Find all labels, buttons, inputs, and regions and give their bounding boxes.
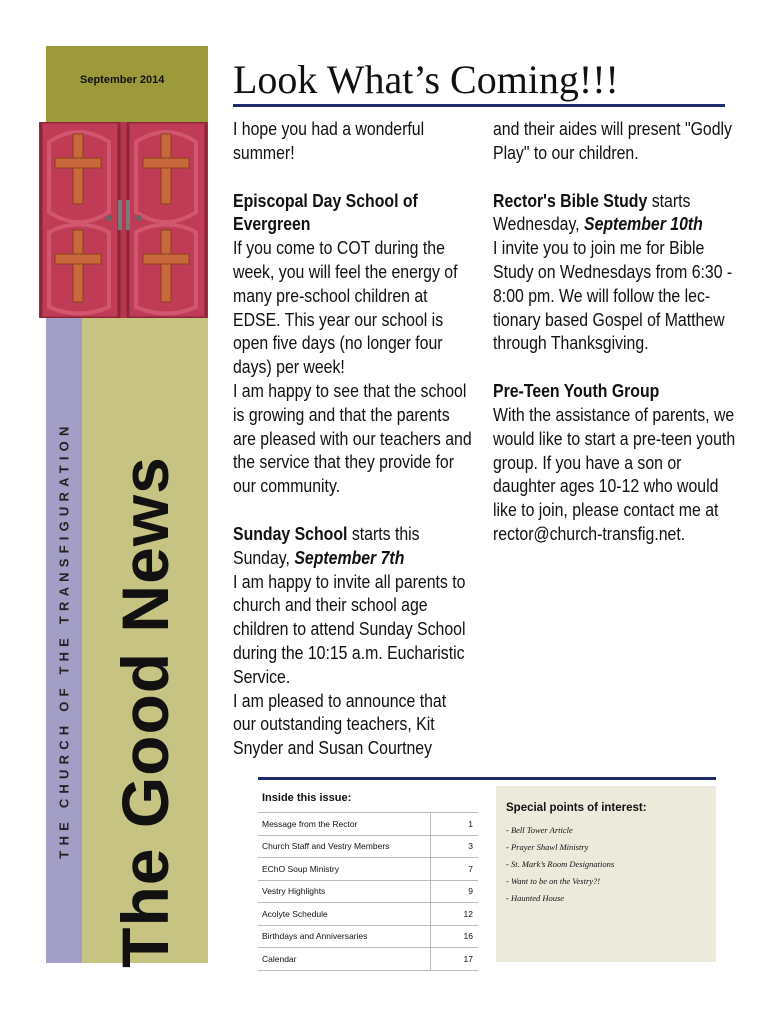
toc-page: 3 — [430, 836, 478, 858]
toc-row — [258, 881, 478, 904]
toc-page: 16 — [430, 926, 478, 948]
special-points-box — [496, 786, 716, 962]
bible-study-body: I invite you to join me for Bible Study on Wednesdays from 6:30 - 8:00 pm. We will follow the lec-tionary based Gospel of Matthew through Thanksgiving. — [493, 238, 733, 354]
godly-play-paragraph: and their aides will present "Godly Play" to our children. — [493, 119, 732, 163]
sunday-school-starts: starts this Sunday, — [233, 523, 420, 568]
youth-group-heading: Pre-Teen Youth Group — [493, 381, 660, 402]
list-item: - Prayer Shawl Ministry — [506, 842, 589, 852]
inside-issue-title: Inside this issue: — [262, 792, 352, 804]
toc-row — [258, 836, 478, 859]
toc-row — [258, 948, 478, 971]
sunday-school-date: September 7th — [294, 547, 405, 568]
table-of-contents — [258, 812, 478, 971]
toc-row — [258, 858, 478, 881]
edse-heading: Episcopal Day School of Evergreen — [233, 190, 418, 235]
edse-body-2: I am happy to see that the school is growing and that the parents are pleased with our teachers and the service that they provide for our community. — [233, 380, 472, 497]
bible-study-date: September 10th — [583, 214, 703, 235]
bible-study-starts: starts Wednesday, — [493, 190, 691, 235]
article-column-2 — [493, 118, 746, 547]
toc-row — [258, 926, 478, 949]
toc-label: Vestry Highlights — [262, 886, 326, 897]
toc-row — [258, 903, 478, 926]
toc-page: 12 — [430, 903, 478, 925]
red-church-door-icon — [39, 122, 208, 318]
edse-body: If you come to COT during the week, you will feel the energy of many pre-school children at EDSE. This year our school is open five days (no longer four days) per week! — [233, 238, 458, 378]
list-item: - St. Mark’s Room Designations — [506, 859, 615, 869]
newsletter-title-text: The Good News — [108, 456, 182, 968]
toc-label: EChO Soup Ministry — [262, 863, 339, 874]
page-headline: Look What’s Coming!!! — [233, 57, 619, 102]
youth-group-body: With the assistance of parents, we would like to start a pre-teen youth group. If you have a son or daughter ages 10-12 who would like to join, please contact me at rector@church-transfig.net. — [493, 404, 736, 544]
toc-page: 1 — [430, 813, 478, 835]
toc-label: Acolyte Schedule — [262, 908, 328, 919]
toc-label: Calendar — [262, 953, 297, 964]
issue-date: September 2014 — [80, 74, 165, 86]
bible-study-intro — [493, 190, 746, 238]
special-points-title: Special points of interest: — [506, 802, 647, 814]
greeting-paragraph: I hope you had a wonderful summer! — [233, 119, 425, 163]
bible-study-heading: Rector's Bible Study — [493, 190, 648, 211]
church-name-text: THE CHURCH OF THE TRANSFIGURATION — [56, 421, 72, 859]
toc-row — [258, 812, 478, 836]
headline-rule — [233, 104, 725, 107]
toc-page: 9 — [430, 881, 478, 903]
sunday-school-body-2: I am pleased to announce that our outstanding teachers, Kit Snyder and Susan Courtney — [233, 690, 447, 759]
toc-label: Message from the Rector — [262, 818, 358, 829]
toc-label: Birthdays and Anniversaries — [262, 931, 368, 942]
toc-page: 7 — [430, 858, 478, 880]
sunday-school-heading: Sunday School — [233, 523, 348, 544]
article-column-1 — [233, 118, 472, 761]
list-item: - Bell Tower Article — [506, 825, 573, 835]
list-item: - Haunted House — [506, 893, 565, 903]
toc-page: 17 — [430, 948, 478, 970]
sunday-school-intro — [233, 523, 472, 571]
inside-issue-rule — [258, 777, 716, 780]
sunday-school-body: I am happy to invite all parents to church and their school age children to attend Sunday School during the 10:15 a.m. Eucharistic Service. — [233, 571, 466, 687]
toc-label: Church Staff and Vestry Members — [262, 841, 390, 852]
list-item: - Want to be on the Vestry?! — [506, 876, 601, 886]
special-points-list — [506, 822, 614, 907]
